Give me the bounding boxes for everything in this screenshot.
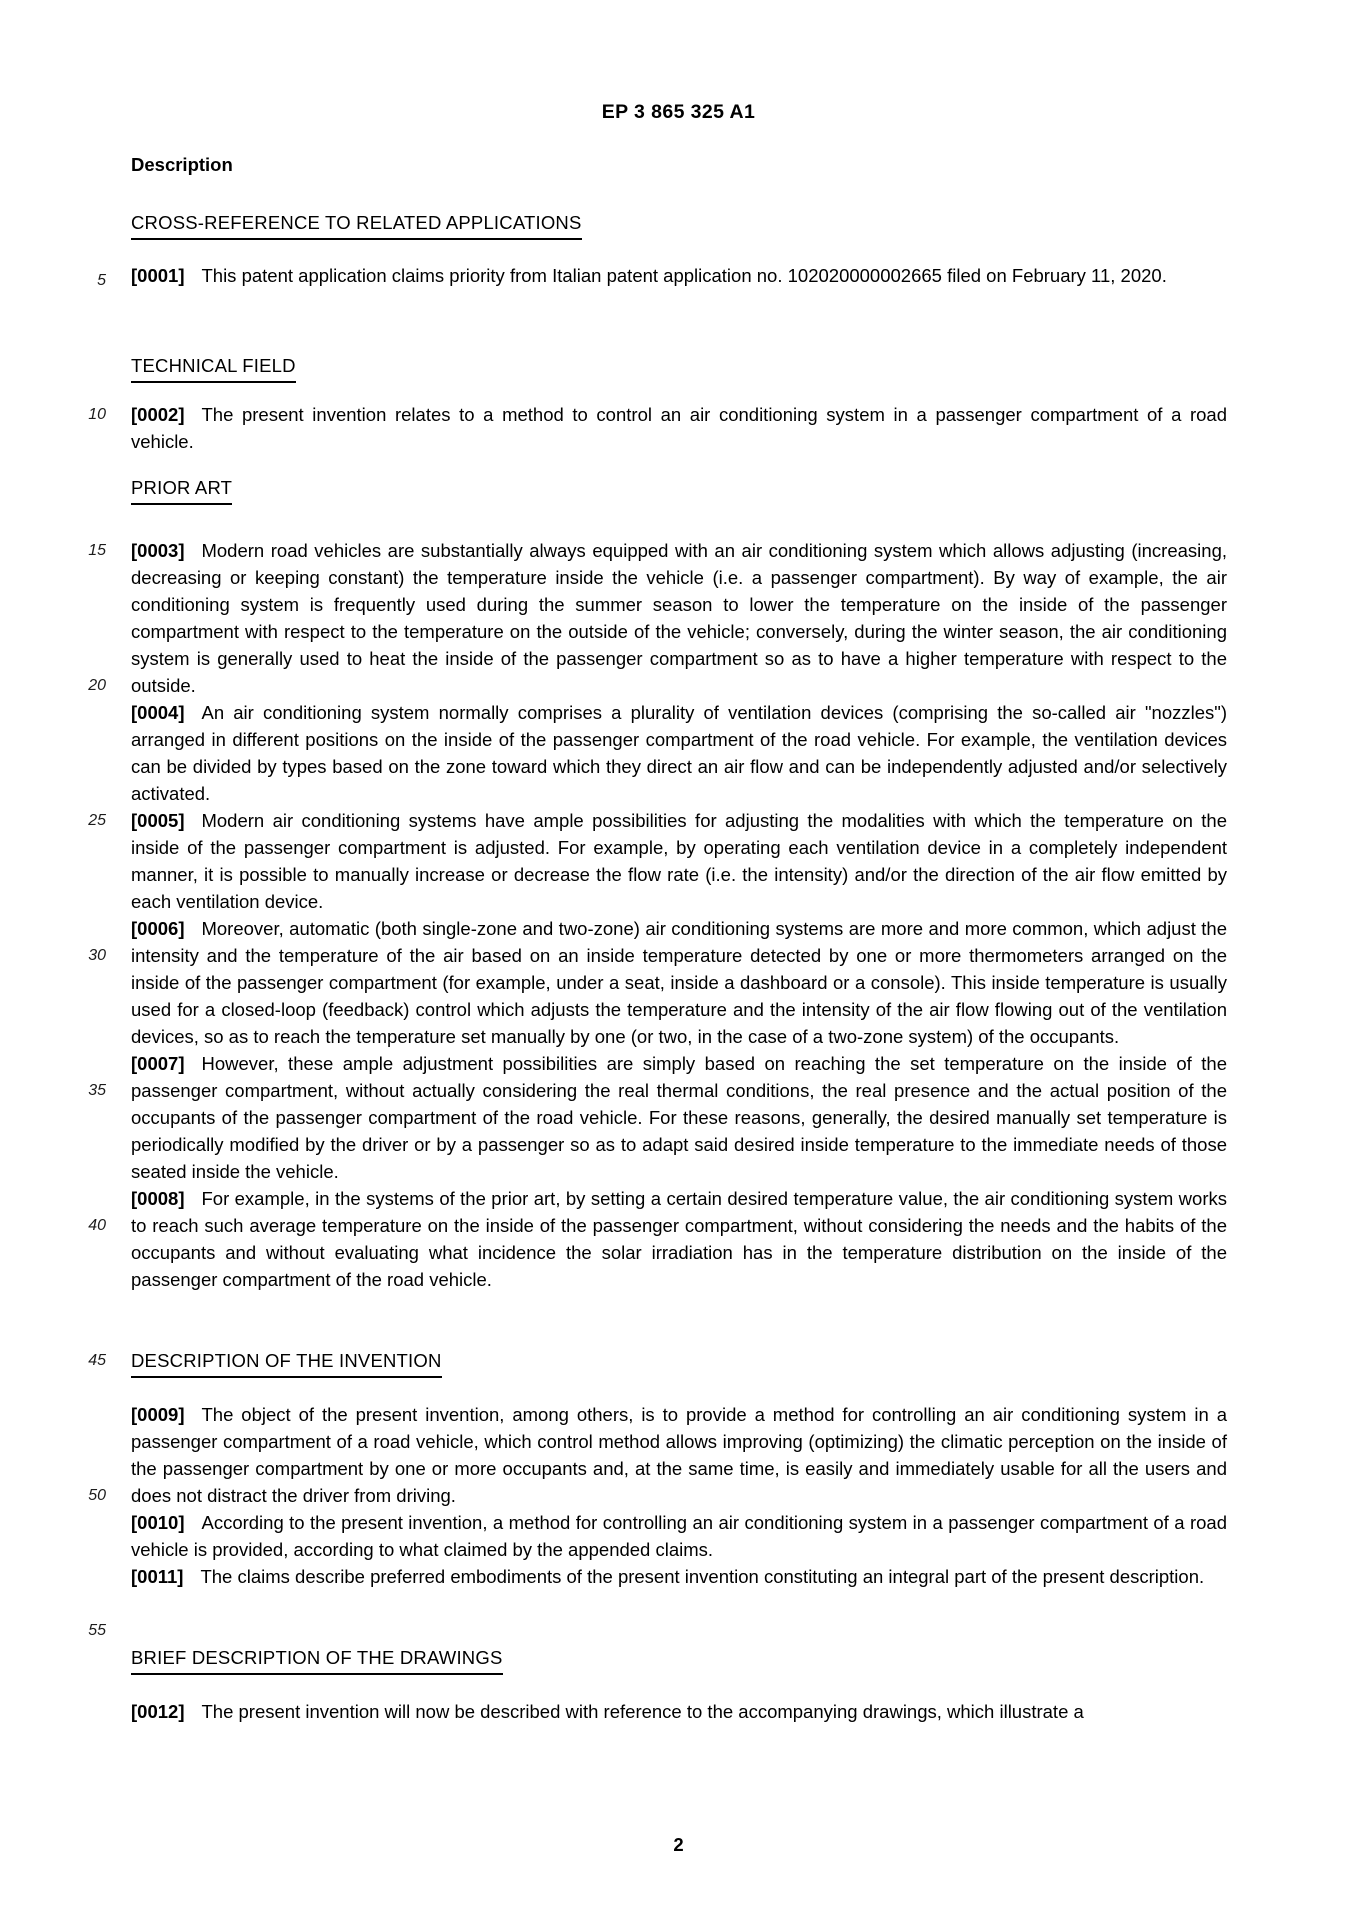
paragraph-text: The present invention relates to a method to control an air conditioning system in a passenger compartment of a road vehicle. (131, 404, 1227, 452)
margin-line-number: 35 (88, 1082, 106, 1099)
section-heading-prior-art (131, 474, 232, 505)
paragraph-0006 (131, 915, 1227, 1050)
paragraph-text: Modern road vehicles are substantially always equipped with an air conditioning system which allows adjusting (increasing, decreasing or keeping constant) the temperature inside the vehicle (i.e. a passenger compartment). By way of example, the air conditioning system is frequently used during the summer season to lower the temperature on the inside of the passenger compartment with respect to the temperature on the outside of the vehicle; conversely, during the winter season, the air conditioning system is generally used to heat the inside of the passenger compartment so as to have a higher temperature with respect to the outside. (131, 540, 1227, 696)
paragraph-tag: [0002] (131, 404, 185, 425)
paragraph-text: Modern air conditioning systems have ample possibilities for adjusting the modalities with which the temperature on the inside of the passenger compartment is adjusted. For example, by operating each ventilation device in a completely independent manner, it is possible to manually increase or decrease the flow rate (i.e. the intensity) and/or the direction of the air flow emitted by each ventilation device. (131, 810, 1227, 912)
paragraph-tag: [0006] (131, 918, 185, 939)
paragraph-tag: [0012] (131, 1701, 185, 1722)
paragraph-text: The present invention will now be described with reference to the accompanying drawings, which illustrate a (201, 1701, 1084, 1722)
paragraph-0004 (131, 699, 1227, 807)
paragraph-0003 (131, 537, 1227, 699)
paragraph-0009 (131, 1401, 1227, 1509)
section-heading-text: BRIEF DESCRIPTION OF THE DRAWINGS (131, 1644, 503, 1675)
margin-line-number: 55 (88, 1622, 106, 1639)
section-body-technical-field (131, 401, 1227, 455)
paragraph-0005 (131, 807, 1227, 915)
paragraph-0012 (131, 1698, 1227, 1725)
paragraph-0007 (131, 1050, 1227, 1185)
document-number-header: EP 3 865 325 A1 (601, 101, 756, 123)
paragraph-0002 (131, 401, 1227, 455)
paragraph-text: According to the present invention, a method for controlling an air conditioning system in a passenger compartment of a road vehicle is provided, according to what claimed by the appended claims. (131, 1512, 1227, 1560)
paragraph-tag: [0011] (131, 1566, 184, 1587)
section-body-prior-art (131, 537, 1227, 1293)
paragraph-tag: [0005] (131, 810, 185, 831)
paragraph-tag: [0001] (131, 265, 185, 286)
margin-line-number: 25 (88, 812, 106, 829)
paragraph-0001 (131, 262, 1227, 289)
section-heading-cross-reference (131, 209, 582, 240)
margin-line-number: 40 (88, 1217, 106, 1234)
margin-line-number: 5 (97, 272, 106, 289)
section-body-description-of-invention (131, 1401, 1227, 1590)
paragraph-tag: [0008] (131, 1188, 185, 1209)
paragraph-text: This patent application claims priority from Italian patent application no. 102020000002665 filed on February 11, 2020. (201, 265, 1167, 286)
section-heading-text: DESCRIPTION OF THE INVENTION (131, 1347, 442, 1378)
paragraph-text: For example, in the systems of the prior art, by setting a certain desired temperature value, the air conditioning system works to reach such average temperature on the inside of the passenger compartment, without considering the needs and the habits of the occupants and without evaluating what incidence the solar irradiation has in the temperature distribution on the inside of the passenger compartment of the road vehicle. (131, 1188, 1227, 1290)
section-heading-text: TECHNICAL FIELD (131, 352, 296, 383)
paragraph-0011 (131, 1563, 1227, 1590)
paragraph-tag: [0007] (131, 1053, 185, 1074)
margin-line-number: 15 (88, 542, 106, 559)
paragraph-tag: [0003] (131, 540, 185, 561)
paragraph-text: An air conditioning system normally comprises a plurality of ventilation devices (comprising the so-called air "nozzles") arranged in different positions on the inside of the passenger compartment of the road vehicle. For example, the ventilation devices can be divided by types based on the zone toward which they direct an air flow and can be independently adjusted and/or selectively activated. (131, 702, 1227, 804)
paragraph-text: However, these ample adjustment possibilities are simply based on reaching the set temperature on the inside of the passenger compartment, without actually considering the real thermal conditions, the real presence and the actual position of the occupants of the passenger compartment of the road vehicle. For these reasons, generally, the desired manually set temperature is periodically modified by the driver or by a passenger so as to adapt said desired inside temperature to the immediate needs of those seated inside the vehicle. (131, 1053, 1227, 1182)
section-heading-technical-field (131, 352, 296, 383)
section-heading-description-of-invention (131, 1347, 442, 1378)
paragraph-0010 (131, 1509, 1227, 1563)
margin-line-number: 20 (88, 677, 106, 694)
paragraph-tag: [0004] (131, 702, 185, 723)
section-body-cross-reference (131, 262, 1227, 289)
paragraph-text: The claims describe preferred embodiments of the present invention constituting an integral part of the present description. (200, 1566, 1205, 1587)
margin-line-number: 10 (88, 406, 106, 423)
margin-line-number: 30 (88, 947, 106, 964)
section-body-brief-description-drawings (131, 1698, 1227, 1725)
margin-line-number: 50 (88, 1487, 106, 1504)
section-heading-brief-description-drawings (131, 1644, 503, 1675)
paragraph-text: Moreover, automatic (both single-zone and two-zone) air conditioning systems are more and more common, which adjust the intensity and the temperature of the air based on an inside temperature detected by one or more thermometers arranged on the inside of the passenger compartment (for example, under a seat, inside a dashboard or a console). This inside temperature is usually used for a closed-loop (feedback) control which adjusts the temperature and the intensity of the air flow flowing out of the ventilation devices, so as to reach the temperature set manually by one (or two, in the case of a two-zone system) of the occupants. (131, 918, 1227, 1047)
paragraph-tag: [0010] (131, 1512, 185, 1533)
description-label: Description (131, 154, 233, 175)
paragraph-tag: [0009] (131, 1404, 185, 1425)
page-number: 2 (673, 1834, 684, 1855)
paragraph-0008 (131, 1185, 1227, 1293)
section-heading-text: CROSS-REFERENCE TO RELATED APPLICATIONS (131, 209, 582, 240)
paragraph-text: The object of the present invention, among others, is to provide a method for controlling an air conditioning system in a passenger compartment of a road vehicle, which control method allows improving (optimizing) the climatic perception on the inside of the passenger compartment by one or more occupants and, at the same time, is easily and immediately usable for all the users and does not distract the driver from driving. (131, 1404, 1227, 1506)
section-heading-text: PRIOR ART (131, 474, 232, 505)
margin-line-number: 45 (88, 1352, 106, 1369)
